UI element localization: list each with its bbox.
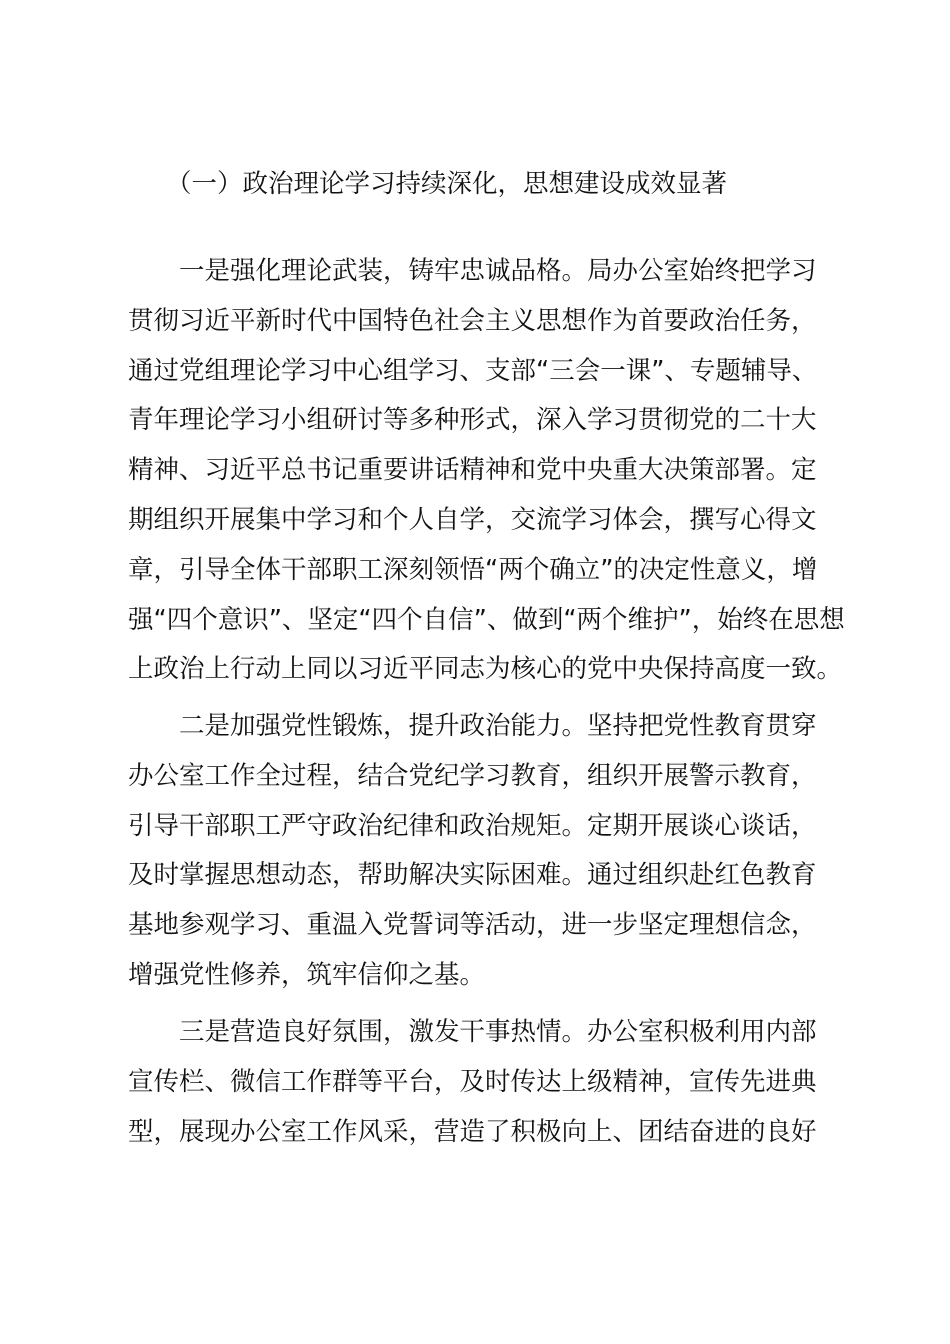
paragraph-line: 强“四个意识”、坚定“四个自信”、做到“两个维护”，始终在思想: [128, 604, 845, 635]
paragraph-line: 贯彻习近平新时代中国特色社会主义思想作为首要政治任务，: [128, 305, 817, 336]
paragraph-line: 增强党性修养，筑牢信仰之基。: [128, 959, 486, 990]
paragraph-line: 三是营造良好氛围，激发干事热情。办公室积极利用内部: [179, 1017, 817, 1047]
paragraph-line: 章，引导全体干部职工深刻领悟“两个确立”的决定性意义，增: [128, 554, 818, 585]
section-heading: [128, 160, 828, 210]
paragraph-line: 引导干部职工严守政治纪律和政治规矩。定期开展谈心谈话，: [128, 810, 817, 841]
paragraph-1: [128, 247, 845, 695]
paragraph-line: 基地参观学习、重温入党誓词等活动，进一步坚定理想信念，: [128, 910, 817, 941]
paragraph-line: 及时掌握思想动态，帮助解决实际困难。通过组织赴红色教育: [128, 860, 817, 891]
paragraph-line: 期组织开展集中学习和个人自学，交流学习体会，撰写心得文: [128, 504, 817, 535]
paragraph-2: [128, 702, 828, 1001]
paragraph-line: 精神、习近平总书记重要讲话精神和党中央重大决策部署。定: [128, 455, 817, 486]
paragraph-line: 一是强化理论武装，铸牢忠诚品格。局办公室始终把学习: [179, 256, 817, 286]
paragraph-line: 青年理论学习小组研讨等多种形式，深入学习贯彻党的二十大: [128, 405, 817, 436]
paragraph-line: 上政治上行动上同以习近平同志为核心的党中央保持高度一致。: [128, 654, 843, 685]
paragraph-line: 型，展现办公室工作风采，营造了积极向上、团结奋进的良好: [128, 1116, 817, 1147]
heading-text: （一）政治理论学习持续深化，思想建设成效显著: [166, 169, 728, 199]
paragraph-line: 办公室工作全过程，结合党纪学习教育，组织开展警示教育，: [128, 760, 817, 791]
paragraph-line: 通过党组理论学习中心组学习、支部“三会一课”、专题辅导、: [128, 355, 818, 386]
paragraph-line: 宣传栏、微信工作群等平台，及时传达上级精神，宣传先进典: [128, 1066, 817, 1097]
paragraph-3: [128, 1008, 828, 1157]
paragraph-line: 二是加强党性锻炼，提升政治能力。坚持把党性教育贯穿: [179, 711, 817, 741]
